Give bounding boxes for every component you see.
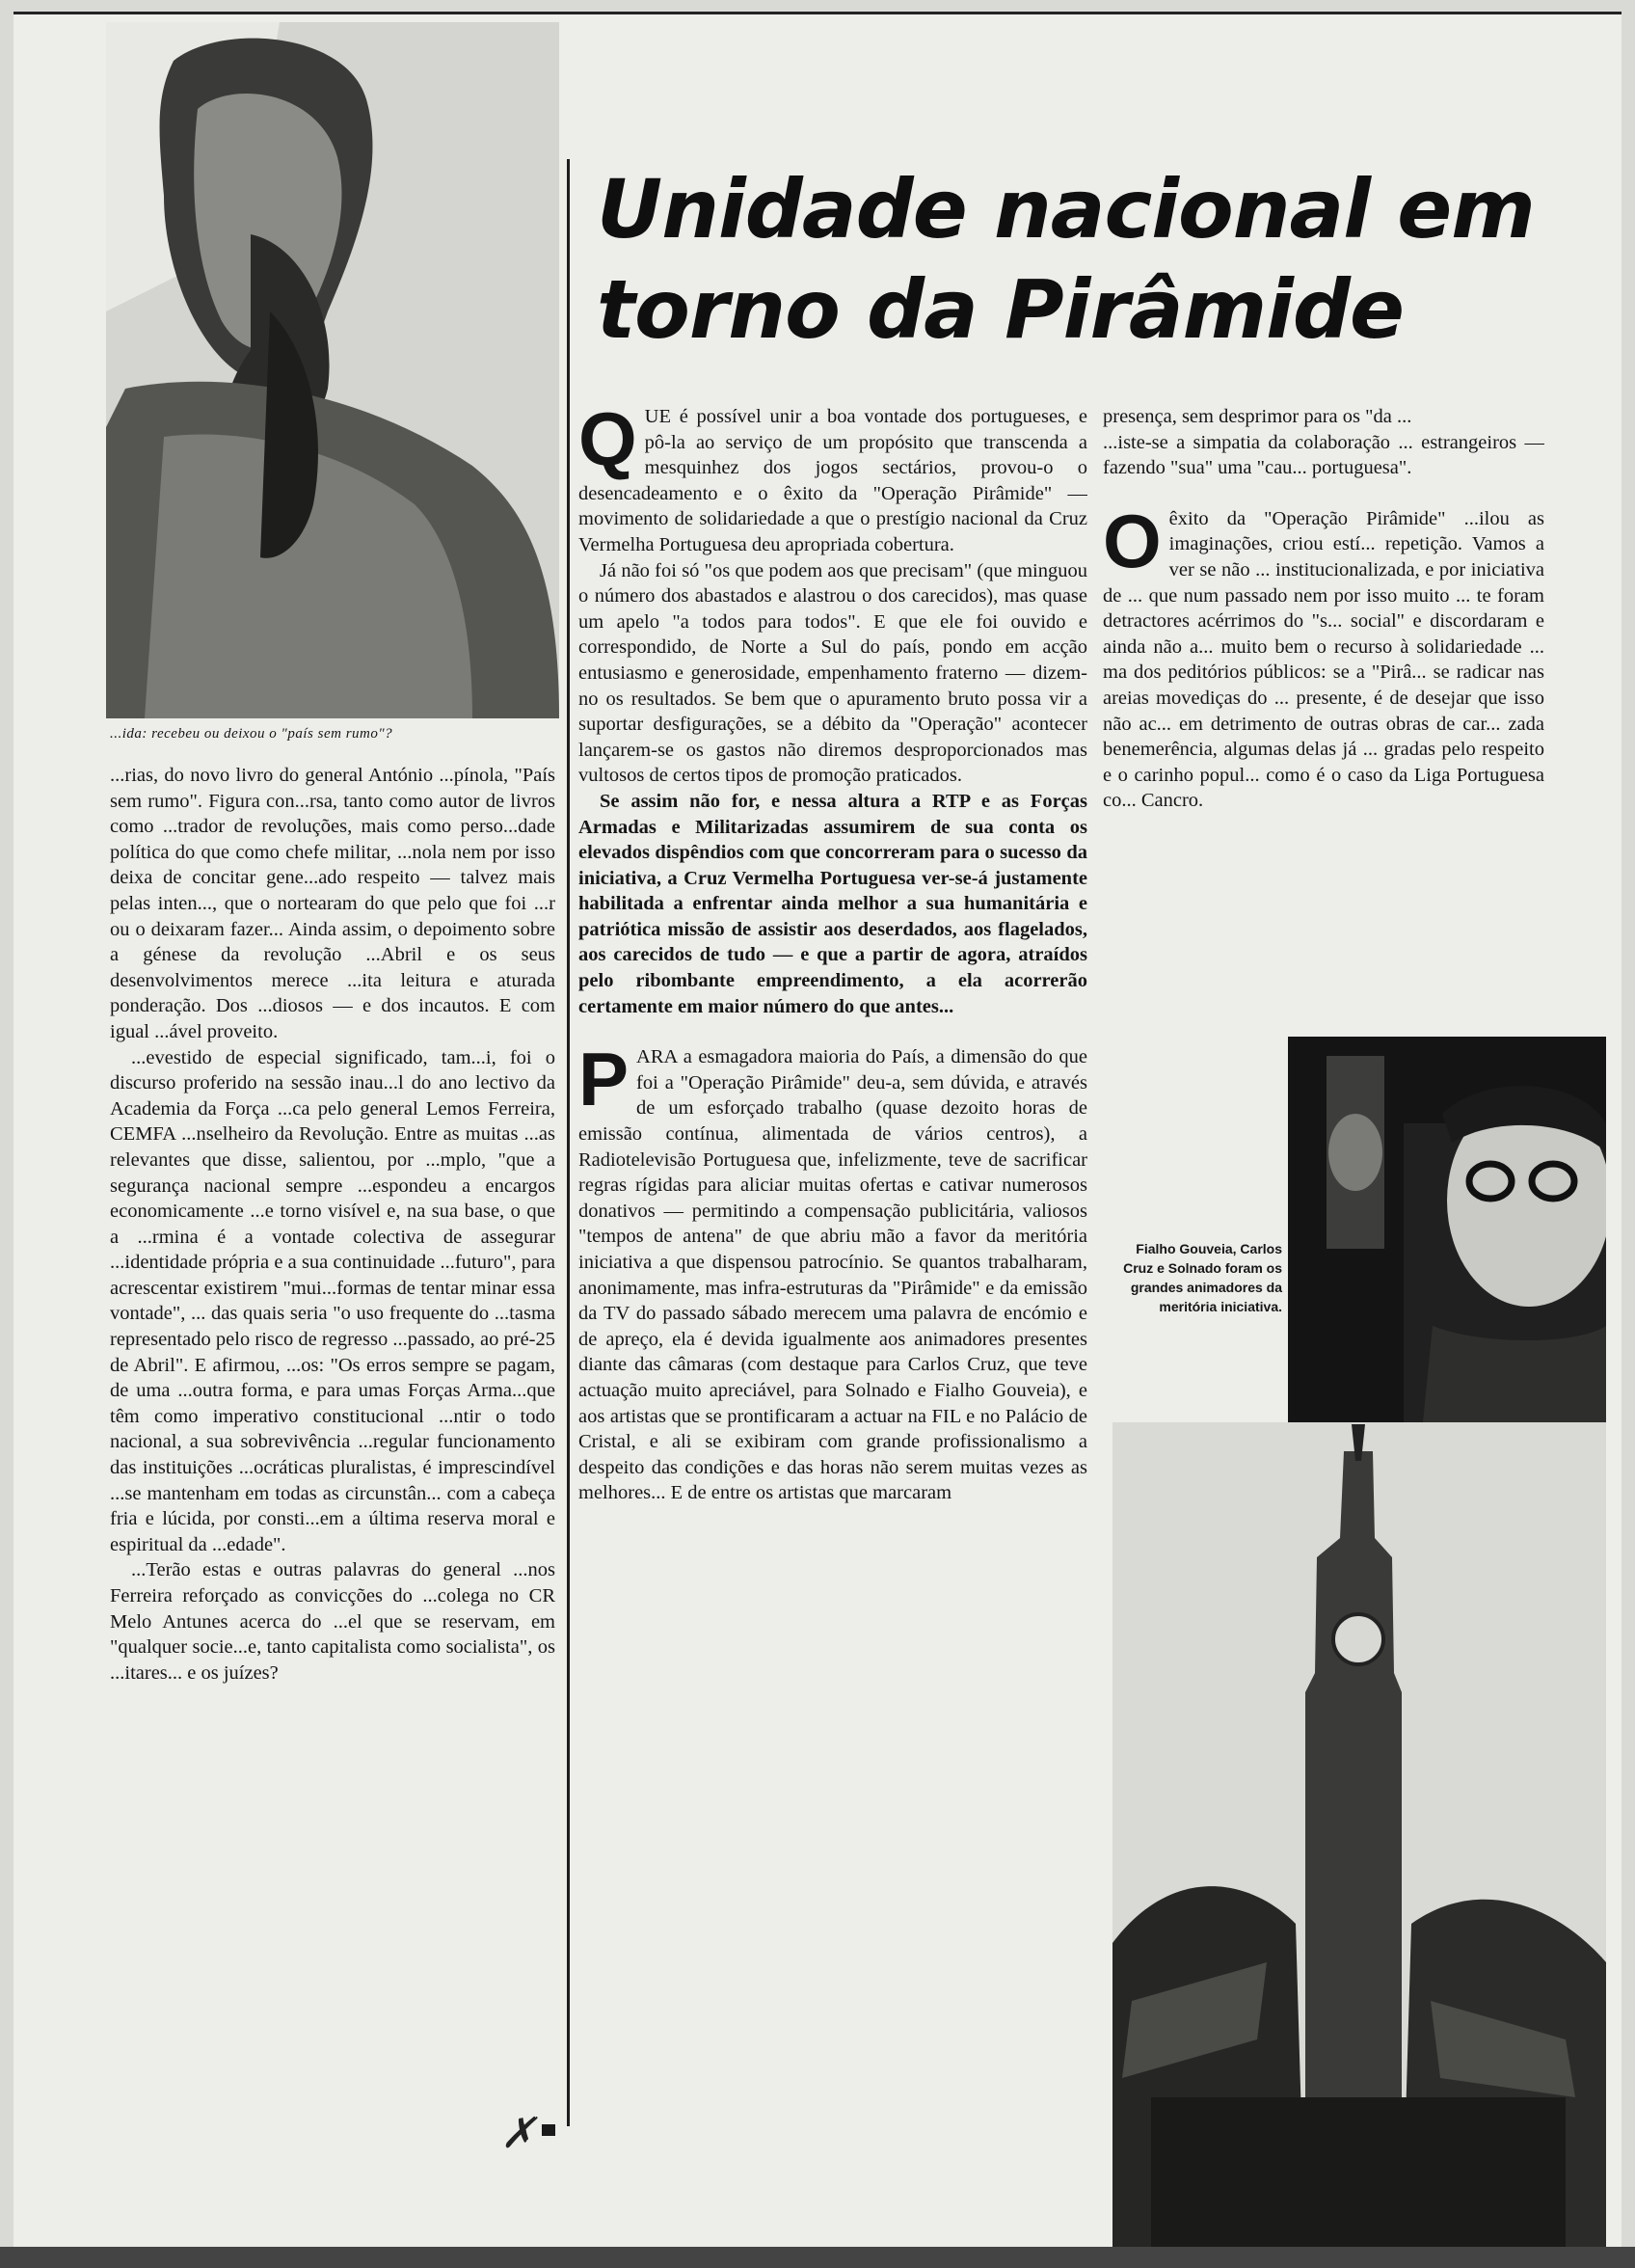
portrait-photo: [106, 22, 559, 718]
photo-caption: ...ida: recebeu ou deixou o "país sem rumo"?: [110, 726, 393, 742]
left-paragraph: ...evestido de especial significado, tam...i, foi o discurso proferido na sessão inau...l do ano lectivo da Academia da Força ...ca pelo general Lemos Ferreira, CEMFA ...nselheiro da Revolução. Entre as muitas ...as relevantes que disse, salientou, por ...mplo, "que a segurança nacional sempre ...espondeu a encargos economicamente ...e torno visível e, na sua base, o que a ...rmina é a vontade colectiva de assegurar ...identidade própria e a sua continuidade ...futuro", para acrescentar existirem "mui...formas de tentar minar essa vontade", ... das quais seria "o uso frequente do ...tasma representado pelo risco de regresso ...passado, ao pré-25 de Abril". E afirmou, ...os: "Os erros sempre se pagam, de uma ...outra forma, e para umas Forças Arma...que têm como imperativo constitucional ...ntir o todo nacional, a sua sobrevivência ...regular funcionamento das instituições ...ocráticas pluralistas, é imprescindível ...se mantenham em todas as circunstân... com a cabeça fria e lúcida, por consti...em a última reserva moral e espiritual da ...edade".: [110, 1046, 555, 1555]
newspaper-page: [13, 12, 1622, 2252]
drop-cap-q: Q: [578, 404, 637, 481]
column-rule: [567, 159, 570, 2126]
right-paragraph: [1103, 498, 1544, 814]
right-paragraph: ...iste-se a simpatia da colaboração ... estrangeiros — fazendo "sua" uma "cau... portuguesa".: [1103, 431, 1544, 479]
scan-border: [0, 2247, 1635, 2268]
left-paragraph: ...Terão estas e outras palavras do general ...nos Ferreira reforçado as convicções do ...colega no CR Melo Antunes acerca do ...el que se reservam, em "qualquer socie...e, tanto capitalista como socialista", os ...itares... e os juízes?: [110, 1559, 555, 1684]
body-paragraph: [578, 404, 1087, 558]
handwritten-mark: ✗: [500, 2110, 536, 2157]
tower-photo: [1112, 1422, 1606, 2252]
presenters-photo: [1288, 1037, 1606, 1422]
middle-column: [578, 404, 1087, 2111]
left-column: [110, 763, 555, 2142]
right-paragraph: presença, sem desprimor para os "da ...: [1103, 406, 1412, 427]
body-paragraph: [578, 1037, 1087, 1506]
end-mark: [542, 2124, 555, 2136]
drop-cap-o: O: [1103, 498, 1162, 583]
presenters-caption: Fialho Gouveia, Carlos Cruz e Solnado foram os grandes animadores da meritória iniciativa.: [1123, 1241, 1282, 1314]
body-paragraph: Já não foi só "os que podem aos que precisam" (que minguou o número dos abastados e alastrou o dos carecidos), mas quase um apelo "a todos para todos". E que ele foi ouvido e correspondido, de Norte a Sul do país, pondo em acção entusiasmo e generosidade, empenhamento fraterno — dizem-no os resultados. Se bem que o apuramento bruto possa vir a suportar desfigurações, se a débito da "Operação" acontecer lançarem-se os gastos não diremos desproporcionados mas vultosos de certos tipos de promoção praticados.: [578, 559, 1087, 787]
body-text: êxito da "Operação Pirâmide" ...ilou as imaginações, criou estí... repetição. Vamos a ver se não ... institucionalizada, e por iniciativa de ... que num passado nem por isso muito ... te foram detractores acérrimos do "s... social" e discordaram e ainda não a... muito bem o recurso à solidariedade ... ma dos peditórios públicos: se a "Pirâ... se radicar nas areias movediças do ... presente, é de desejar que isso não ac... em detrimento de outras obras de car... zada benemerência, algumas delas já ... gradas pelo respeito e o carinho popul... como é o caso da Liga Portuguesa co... Cancro.: [1103, 507, 1544, 812]
headline: Unidade nacional em torno da Pirâmide: [597, 162, 1535, 357]
left-paragraph: ...rias, do novo livro do general António ...pínola, "País sem rumo". Figura con...rsa, tanto como autor de livros como ...trador de revoluções, mais como perso...dade política do que como chefe militar, ...nola nem por isso deixa de concitar gene...ado respeito — talvez mais pelas inten..., que o nortearam do que pelo que foi ...r ou o deixaram fazer... Ainda assim, o depoimento sobre a génese da revolução ...Abril e os seus desenvolvimentos merece ...ita leitura e aturada ponderação. Dos ...diosos — e dos incautos. E com igual ...ável proveito.: [110, 765, 555, 1042]
body-paragraph-bold: Se assim não for, e nessa altura a RTP e as Forças Armadas e Militarizadas assumirem de sua conta os elevados dispêndios com que concorreram para o sucesso da iniciativa, a Cruz Vermelha Portuguesa ver-se-á justamente habilitada a enfrentar ainda melhor a sua humanitária e patriótica missão de assistir aos deserdados, aos flagelados, aos carecidos de tudo — e que a partir de agora, atraídos pelo ribombante empreendimento, a ela acorrerão certamente em maior número do que antes...: [578, 790, 1087, 1017]
right-column: [1103, 404, 1544, 1021]
drop-cap-p: P: [578, 1037, 630, 1122]
body-text: ARA a esmagadora maioria do País, a dimensão do que foi a "Operação Pirâmide" deu-a, sem dúvida, e através de um esforçado trabalho (quase dezoito horas de emissão contínua, alimentada de vários centros), a Radiotelevisão Portuguesa que, infelizmente, teve de sacrificar regras rígidas para aliciar muitas ofertas e cativar numerosos donativos — permitindo a compensação publicitária, valiosos "tempos de antena" de que abriu mão a favor da meritória iniciativa a que dispensou patrocínio. Se quantos trabalharam, anonimamente, mas infra-estruturas da "Pirâmide" e da emissão da TV do passado sábado merecem uma palavra de encómio e de apreço, ela é devida igualmente aos animadores presentes diante das câmaras (com destaque para Carlos Cruz, que teve actuação muito apreciável, para Solnado e Fialho Gouveia), e aos artistas que se prontificaram a actuar na FIL e no Palácio de Cristal, e ali se exibiram com grande profissionalismo a despeito das condições e das horas não serem muitas vezes as melhores... E de entre os artistas que marcaram: [578, 1046, 1087, 1504]
body-text: UE é possível unir a boa vontade dos portugueses, e pô-la ao serviço de um propósito que transcenda a mesquinhez dos jogos sectários, provou-o o desencadeamento e o êxito da "Operação Pirâmide" — movimento de solidariedade a que o prestígio nacional da Cruz Vermelha Portuguesa deu apropriada cobertura.: [578, 406, 1087, 555]
